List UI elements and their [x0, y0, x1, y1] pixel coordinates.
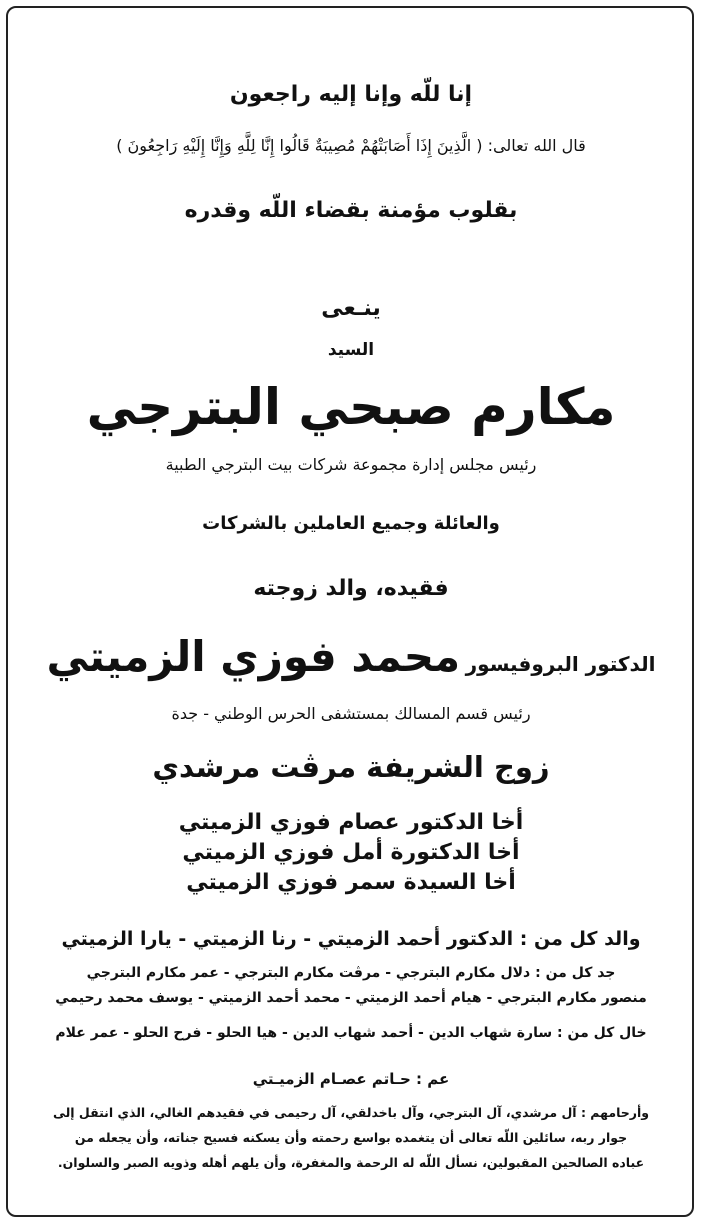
announcer-with: والعائلة وجميع العاملين بالشركات: [202, 513, 500, 534]
sibling-line: أخا السيدة سمر فوزي الزميتي: [186, 870, 516, 895]
relation-line: فقيده، والد زوجته: [253, 576, 449, 601]
deceased-heading: [20, 632, 682, 681]
deceased-name: محمد فوزي الزميتي: [46, 632, 461, 681]
announcer-title: السيد: [327, 340, 375, 360]
closing-line: وأرحامهم : آل مرشدي، آل البترجي، وآل باخدلقي، آل رحيمى في فقيدهم الغالي، الذي انتقل إلى: [52, 1105, 650, 1120]
opening-phrase: إنا للّه وإنا إليه راجعون: [229, 82, 473, 107]
nephews-line: خال كل من : سارة شهاب الدين - أحمد شهاب الدين - هيا الحلو - فرح الحلو - عمر علام: [55, 1025, 647, 1041]
sibling-line: أخا الدكتورة أمل فوزي الزميتي: [182, 840, 520, 865]
announcer-name: مكارم صبحي البترجي: [86, 378, 616, 436]
closing-line: عباده الصالحين المقبولين، نسأل اللّه له الرحمة والمغفرة، وأن يلهم أهله وذويه الصبر والسلوان.: [57, 1155, 645, 1170]
spouse-line: زوج الشريفة مرڤت مرشدي: [152, 750, 550, 784]
uncle-line: عم : حـاتم عصـام الزميـتي: [252, 1070, 450, 1088]
grandchildren-line: منصور مكارم البترجي - هيام أحمد الزميتي - محمد أحمد الزميتي - يوسف محمد رحيمي: [55, 990, 647, 1006]
deceased-position: رئيس قسم المسالك بمستشفى الحرس الوطني - جدة: [171, 704, 531, 723]
sibling-line: أخا الدكتور عصام فوزي الزميتي: [178, 810, 524, 835]
announcer-position: رئيس مجلس إدارة مجموعة شركات بيت البترجي الطبية: [165, 455, 537, 474]
deceased-title: الدكتور البروفيسور: [465, 652, 656, 676]
quran-verse: قال الله تعالى: ( الَّذِينَ إِذَا أَصَابَتْهُمْ مُصِيبَةٌ قَالُوا إِنَّا لِلَّهِ وَإِنَّا إِلَيْهِ رَاجِعُونَ ): [116, 136, 586, 155]
mourns-label: ينـعى: [321, 296, 381, 321]
grandchildren-line: جد كل من : دلال مكارم البترجي - مرڤت مكارم البترجي - عمر مكارم البترجي: [86, 965, 616, 981]
faith-line: بقلوب مؤمنة بقضاء اللّه وقدره: [184, 198, 518, 223]
closing-line: جوار ربه، سائلين اللّه تعالى أن يتغمده بواسع رحمته وأن يسكنه فسيح جناته، وأن يجعله من: [74, 1130, 628, 1145]
children-line: والد كل من : الدكتور أحمد الزميتي - رنا الزميتي - يارا الزميتي: [61, 928, 641, 950]
